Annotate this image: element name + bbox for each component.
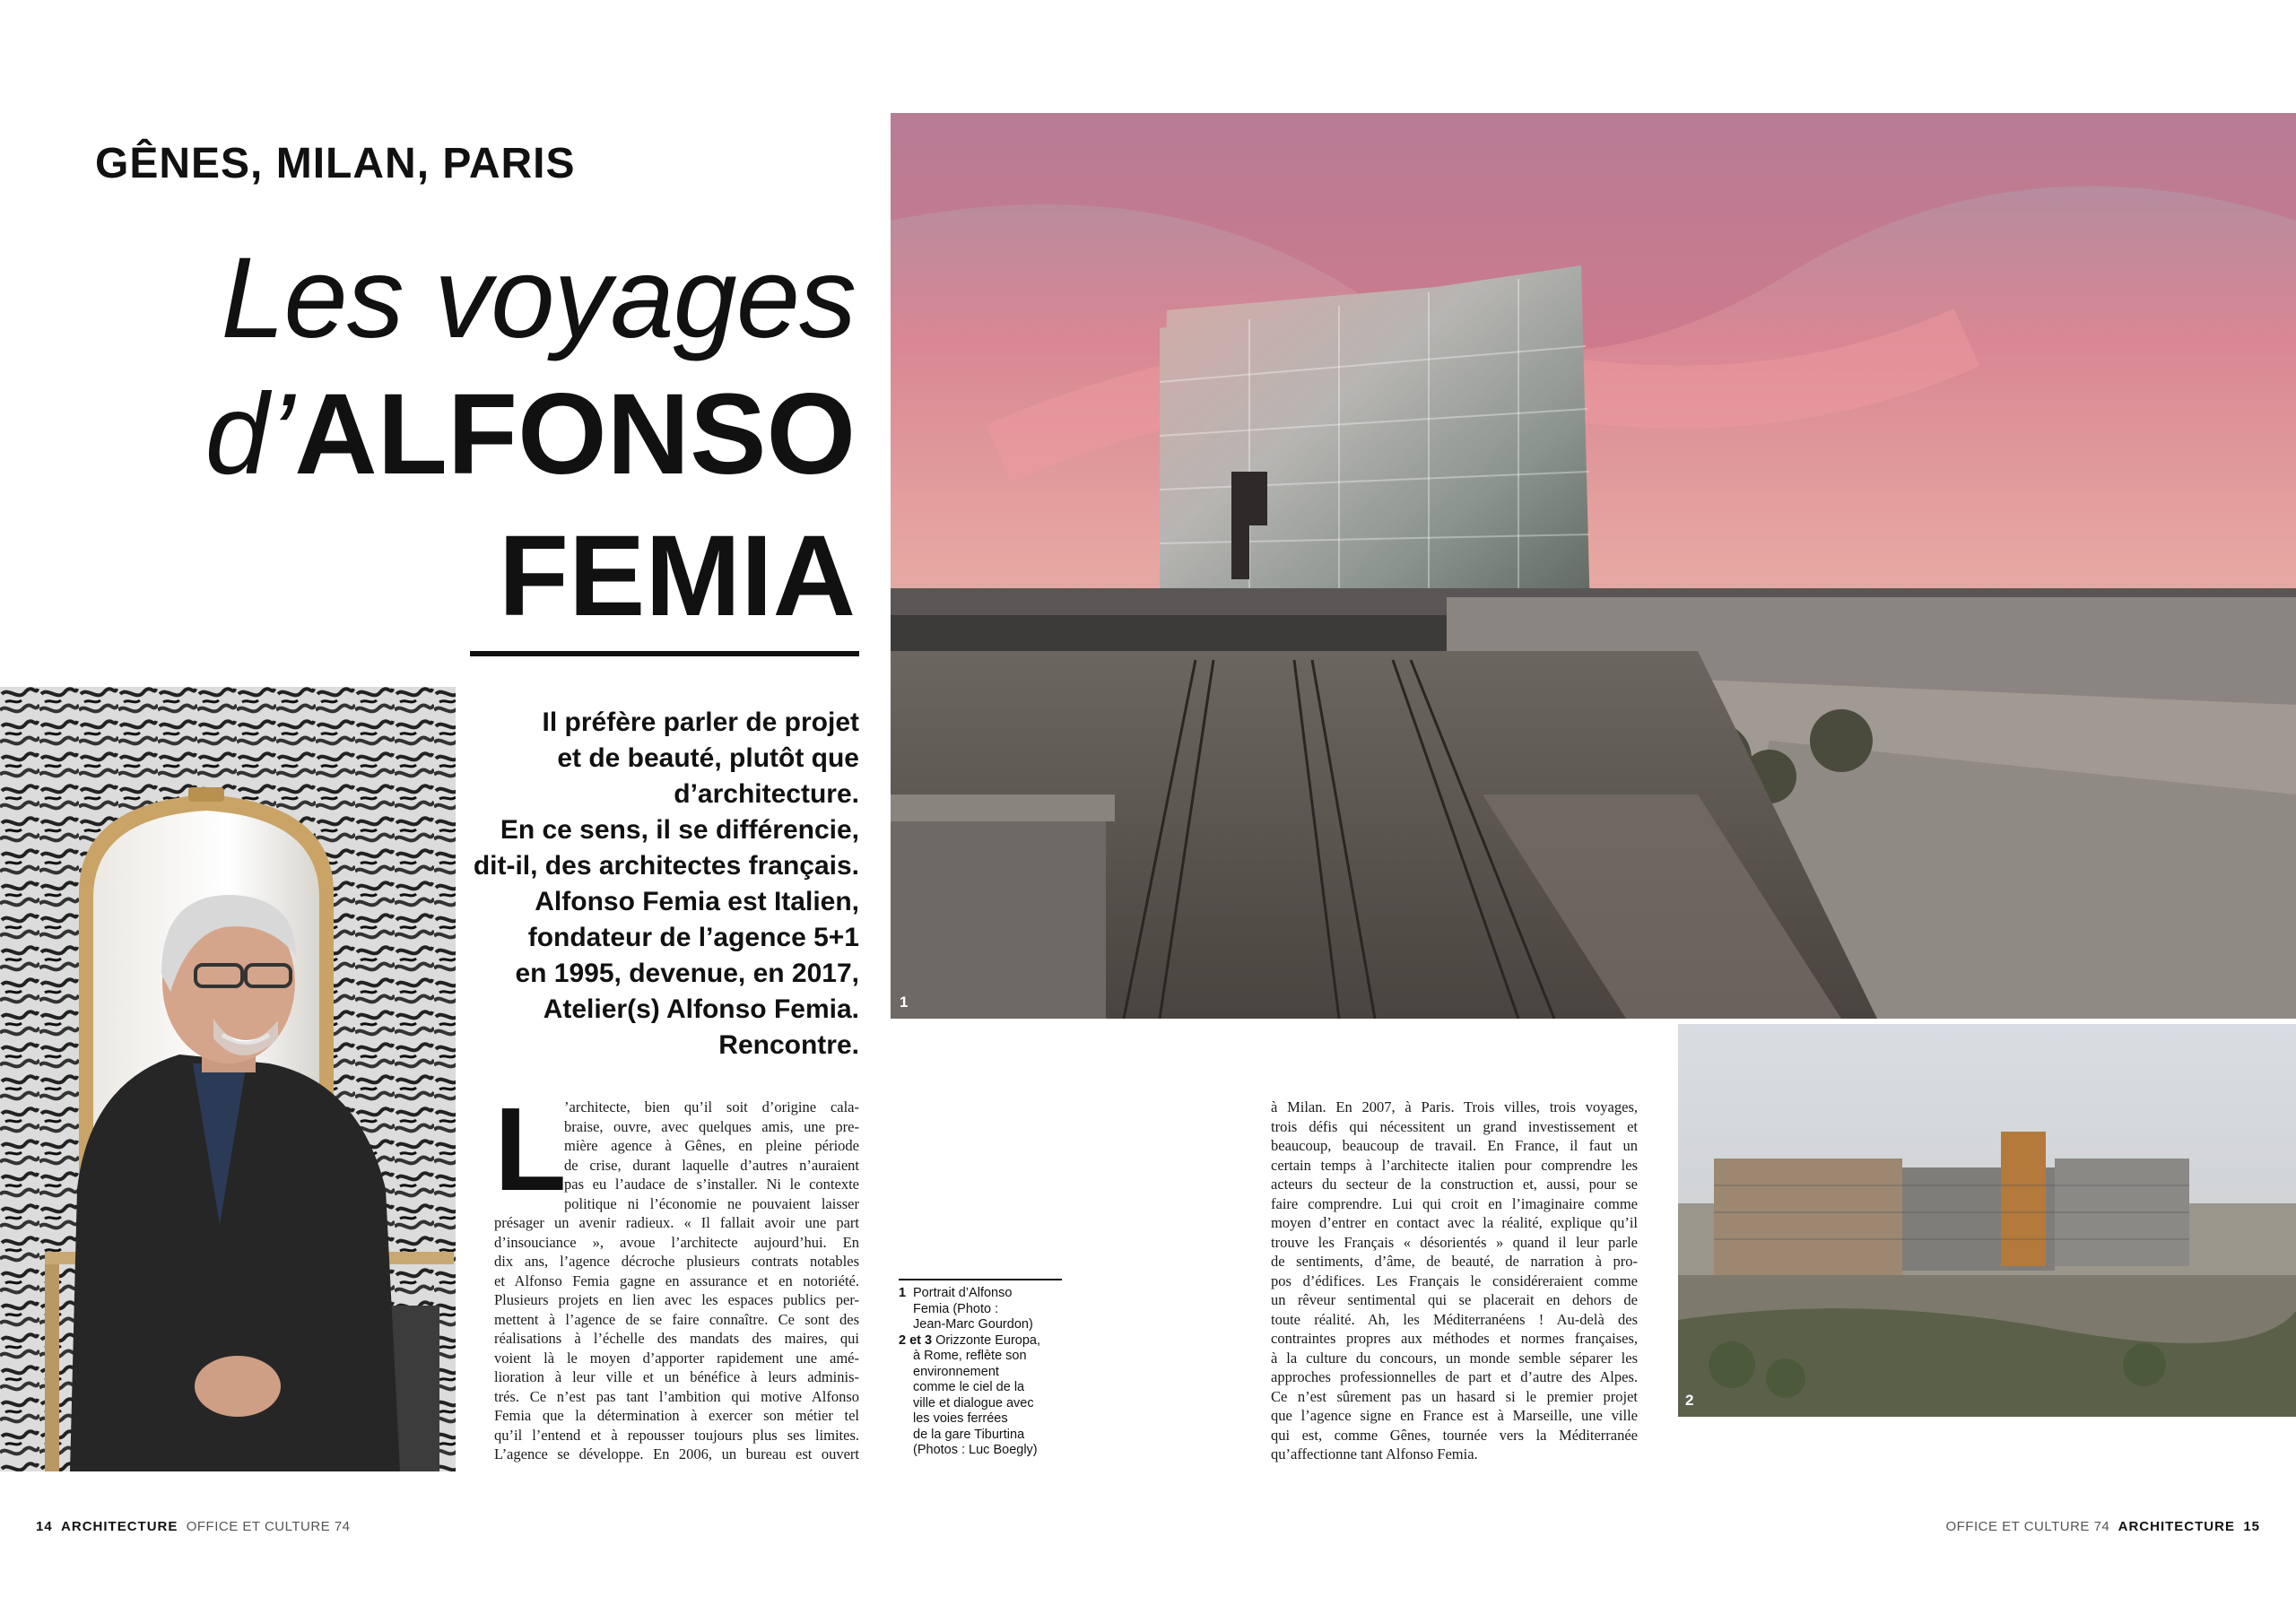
body-line: trois défis qui nécessitent un grand investissement et [1271,1117,1638,1135]
caption-1 [899,1286,1078,1333]
body-line: L’agence se développe. En 2006, un bureau est ouvert [494,1445,859,1462]
body-line: Plusieurs projets en lien avec les espaces publics per- [494,1291,859,1308]
body-line: qu’affectionne tant Alfonso Femia. [1271,1445,1478,1462]
caption-line: environnement [913,1364,999,1379]
photo-number: 1 [900,994,909,1011]
drop-cap: L [494,1083,567,1215]
issue-name-left: OFFICE ET CULTURE 74 [186,1519,351,1534]
standfirst-line: En ce sens, il se différencie, [500,815,859,845]
body-line: mière agence à Gênes, en pleine période [564,1137,859,1154]
body-line: à la culture du concours, un monde semble séparer les [1271,1349,1638,1367]
caption-line: (Photos : Luc Boegly) [913,1443,1038,1457]
body-line: pos d’édifices. Les Français le considéreraient comme [1271,1271,1638,1289]
caption-line: les voies ferrées [913,1411,1008,1426]
footer-left [36,1519,351,1534]
page-number-left: 14 [36,1519,53,1534]
body-line: et Alfonso Femia gagne en assurance et en notoriété. [494,1271,859,1289]
body-line: trouve les Français « désorientés » quand il leur parle [1271,1233,1638,1251]
caption-line: comme le ciel de la [913,1380,1025,1394]
standfirst-line: et de beauté, plutôt que [557,743,859,773]
body-line: dix ans, l’agence décroche plusieurs contrats notables [494,1253,859,1270]
standfirst-line: dit-il, des architectes français. [473,851,859,881]
body-line: un rêveur sentimental qui se placerait en dehors de [1271,1291,1638,1308]
photo-orizzonte-europa-sunset [891,113,2296,1019]
body-line: contraintes propres aux méthodes et normes françaises, [1271,1330,1638,1347]
section-name-right: ARCHITECTURE [2118,1519,2235,1534]
body-line: moyen d’entrer en contact avec la réalité, explique qu’il [1271,1214,1638,1231]
body-line: approches professionnelles de part et d’autre des Alpes. [1271,1368,1638,1385]
standfirst-line: en 1995, devenue, en 2017, [515,959,859,988]
title-apostrophe: d’ [204,370,295,499]
title-line-2 [204,370,856,499]
caption-line: Orizzonte Europa, [935,1332,1040,1348]
body-line: que l’agence signe en France est à Marseille, une ville [1271,1407,1638,1424]
body-line: acteurs du secteur de la construction et, aussi, pour se [1271,1176,1638,1193]
title-line-1: Les voyages [221,234,856,362]
caption-line: ville et dialogue avec [913,1395,1034,1410]
body-line: à Milan. En 2007, à Paris. Trois villes, trois voyages, [1271,1098,1638,1115]
article-column-2 [1271,1098,1638,1464]
title-first-name: ALFONSO [294,370,856,499]
body-line: braise, ouvre, avec quelques amis, une pre- [564,1117,859,1135]
caption-number: 2 et 3 [899,1332,933,1348]
body-line: pas eu l’audace de s’installer. Ni le contexte [564,1176,859,1193]
photo-orizzonte-europa-day [1678,1024,2296,1417]
body-line: toute réalité. Ah, les Méditerranéens ! Au-delà des [1271,1310,1638,1328]
standfirst-line: Atelier(s) Alfonso Femia. [543,994,859,1024]
body-line: qui est, comme Gênes, tournée vers la Méditerranée [1271,1426,1638,1444]
standfirst-line: Il préfère parler de projet [542,707,859,737]
body-line: mettent à l’agence de se faire connaître. Ce sont des [494,1310,859,1328]
body-line: certain temps à l’architecte italien pour comprendre les [1271,1156,1638,1174]
standfirst [447,705,859,1063]
standfirst-line: Rencontre. [718,1030,859,1060]
kicker: GÊNES, MILAN, PARIS [95,140,576,187]
body-line: présager un avenir radieux. « Il fallait avoir une part [494,1214,859,1231]
body-line: lioration à leur ville et un bénéfice à leurs adminis- [494,1368,859,1385]
footer-right [1945,1519,2260,1534]
caption-line: de la gare Tiburtina [913,1427,1025,1442]
caption-line: Portrait d’Alfonso [913,1286,1013,1300]
section-name-left: ARCHITECTURE [61,1519,178,1534]
caption-rule [899,1279,1062,1280]
standfirst-line: d’architecture. [674,779,859,809]
body-line: beaucoup, beaucoup de travail. En France, il faut un [1271,1137,1638,1154]
body-line: politique ni l’économie ne pouvaient laisser [564,1194,859,1212]
body-line: Femia que la détermination à exercer son métier tel [494,1407,859,1424]
body-line: d’insouciance », avoue l’architecte aujourd’hui. En [494,1233,859,1251]
standfirst-line: Alfonso Femia est Italien, [535,887,859,916]
body-line: ’architecte, bien qu’il soit d’origine cala- [564,1098,859,1115]
body-line: Ce n’est sûrement pas un hasard si le premier projet [1271,1387,1638,1405]
body-line: de sentiments, d’âme, de beauté, de narration à pro- [1271,1253,1638,1270]
issue-name-right: OFFICE ET CULTURE 74 [1945,1519,2110,1534]
caption-number: 1 [899,1286,907,1300]
standfirst-line: fondateur de l’agence 5+1 [527,923,859,952]
portrait-photo [0,687,456,1471]
body-line: de crise, durant laquelle d’autres n’auraient [564,1156,859,1174]
caption-2 [899,1333,1078,1459]
body-line: faire comprendre. Lui qui croit en l’imaginaire comme [1271,1194,1638,1212]
page-number-right: 15 [2243,1519,2260,1534]
body-line: voient là le moyen d’apporter rapidement une amé- [494,1349,859,1367]
title-line-3: FEMIA [498,512,856,640]
article-column-1 [494,1083,859,1464]
photo-number: 2 [1685,1392,1694,1409]
title-rule [470,651,859,656]
body-line: réalisations à l’échelle des mandats des maires, qui [494,1330,859,1347]
body-line: trés. Ce n’est pas tant l’ambition qui motive Alfonso [494,1387,859,1405]
caption-line: Femia (Photo : [913,1301,999,1316]
caption-line: Jean-Marc Gourdon) [913,1317,1033,1332]
body-line: qu’il l’entend et à repousser toujours plus ses limites. [494,1426,859,1444]
photo-captions [899,1286,1078,1459]
caption-line: à Rome, reflète son [913,1349,1027,1363]
